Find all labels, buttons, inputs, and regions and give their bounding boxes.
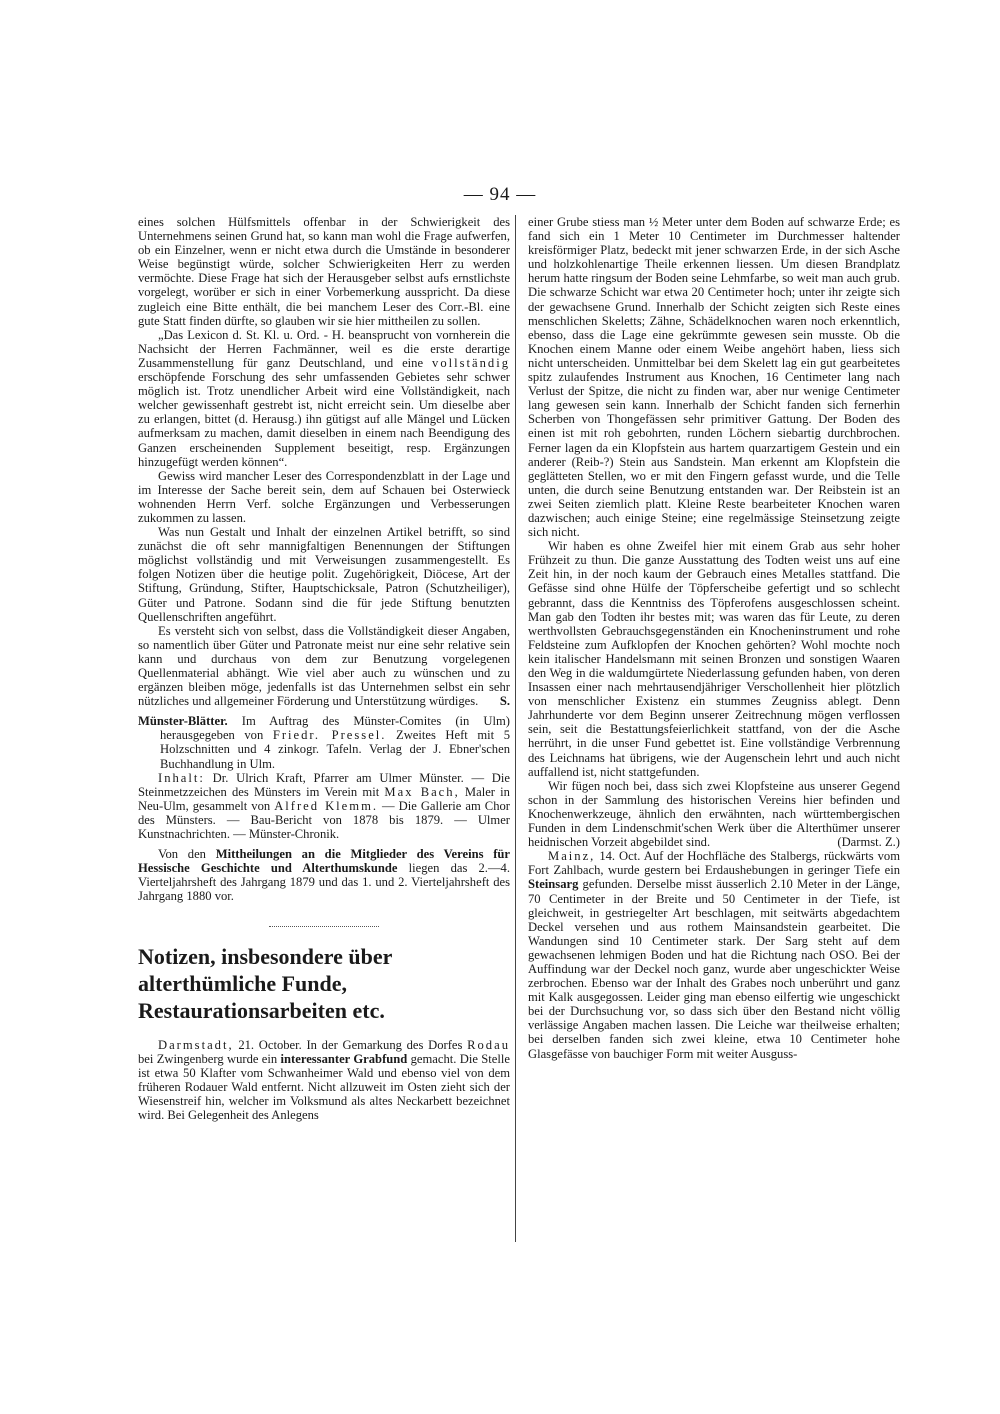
review-title: Münster-Blätter. [138, 714, 228, 729]
source-citation: (Darmst. Z.) [837, 835, 900, 850]
paragraph: Was nun Gestalt und Inhalt der einzelnen Artikel betrifft, so sind zunächst die oft sehr mannigfaltigen Benennungen der Stiftungen möglichst vollständig und mit Verweisungen zusammengestellt. Es folgen Notizen über die heutige polit. Zugehörigkeit, Diöcese, Art der Stiftung, Gründung, Stifter, Hauptschicksale, Patron (Schutzheiliger), Güter und Patrone. Sodann sind die für jede Stiftung benutzten Quellenschriften angeführt. [138, 525, 510, 624]
report-mainz: Mainz, 14. Oct. Auf der Hochfläche des Stalbergs, rückwärts vom Fort Zahlbach, wurde gestern bei Erdaushebungen in geringer Tiefe ein Steinsarg gefunden. Derselbe misst äusserlich 2.10 Meter in der Länge, 70 Centimeter in der Breite und 50 Centimeter in der Tiefe, ist gleichweit, in gestriegelter Art beschlagen, mit seitwärts abgedachtem Deckel versehen und aus rothem Mainsandstein gearbeitet. Die Wandungen sind 10 Centimeter stark. Der Sarg steht auf dem gewachsenen lehmigen Boden und hat die Richtung nach OSO. Bei der Auffindung war der Deckel noch ganz, wurde aber ungeschickter Weise zerbrochen. Ebenso war der Inhalt des Grabes noch unberührt und ganz mit Kalk ausgegossen. Leider ging man ebenso eilfertig wie ungeschickt bei der Durchsuchung vor, so dass sich über den Bestand nicht völlig verlässige Angaben machen lassen. Die Leiche war theilweise erhalten; bei derselben fanden sich zwei kleine, etwa 10 Centimeter hohe Glasgefässe von bauchiger Form mit weiter Ausguss- [528, 849, 900, 1061]
paragraph: Gewiss wird mancher Leser des Correspondenzblatt in der Lage und im Interesse der Sache bereit sein, dem auf Schauen bei Osterwieck wohnenden Herrn Verf. solche Ergänzungen und Verbesserungen zukommen zu lassen. [138, 468, 510, 525]
paragraph: Von den Mittheilungen an die Mitglieder des Vereins für Hessische Geschichte und Alterthumskunde liegen das 2.—4. Vierteljahrsheft des Jahrgang 1879 und das 1. und 2. Vierteljahrsheft des Jahrgang 1880 vor. [138, 847, 511, 904]
paragraph: einer Grube stiess man ½ Meter unter dem Boden auf schwarze Erde; es fand sich ein 1 Meter 10 Centimeter im Durchmesser haltender kreisförmiger Platz, bedeckt mit jener schwarzen Erde, in der sich Asche und holzkohlenartige Theile erkennen liessen. Um diesen Brandplatz herum hatte ringsum der Boden seine Lehmfarbe, so weit man auch grub. Die schwarze Schicht war etwa 20 Centimeter hoch; unter ihr zeigte sich der gewachsene Grund. Innerhalb der Schicht zeigten sich Reste eines menschlichen Skeletts; Zähne, Schädelknochen waren noch erkenntlich, ebenso, dass die Lage eine gekrümmte gewesen sein musste. Ob die Knochen einem Manne oder einem Weibe angehört haben, liess sich nicht unterscheiden. Unmittelbar bei dem Skelett lag ein gut gearbeitetes spitz zulaufendes Instrument aus Knochen, 16 Centimeter lang nach Verlust der Spitze, die nicht zu finden war, aber nur wenige Centimeter lang gewesen sein kann. Innerhalb der Schicht fanden sich fernerhin Scherben von Thongefässen sehr primitiver Gattung. Der Boden des einen ist mit roh gebohrten, runden Löchern siebartig durchbrochen. Ferner lagen da ein Klopfstein aus hartem quarzartigem Gestein und ein anderer (Reib-?) Stein aus Sandstein. Man erkennt am Klopfstein die geglätteten Stellen, wo er mit den Fingern gefasst wurde, und die Telle unten, die durch seine Benutzung entstanden war. Der Reibstein ist an zwei Seiten ziemlich platt. Kleine Reste bearbeiteter Knochen waren dazwischen; auch einige Steine; eine regelmässige Steinsetzung zeigte sich nicht. [528, 215, 900, 540]
column-divider [515, 215, 516, 1242]
paragraph: eines solchen Hülfsmittels offenbar in der Schwierigkeit des Unternehmens seinen Grund hat, so kann man wohl die Frage aufwerfen, ob ein Einzelner, wenn er nicht etwa durch die Umstände in besonderer Weise begünstigt würde, solcher Schwierigkeiten Herr zu werden vermöchte. Diese Frage hat sich der Herausgeber selbst aufs ernstlichste vorgelegt, worüber er sich in einer Vorbemerkung ausspricht. Da diese zugleich eine Bitte enthält, die bei manchem Leser des Corr.-Bl. eine gute Statt finden dürfte, so glauben wir sie hier mittheilen zu sollen. [138, 215, 510, 328]
paragraph: Wir haben es ohne Zweifel hier mit einem Grab aus sehr hoher Frühzeit zu thun. Die ganze Ausstattung des Todten weist uns auf eine Zeit hin, in der noch kaum der Gebrauch eines Metalles stattfand. Die Gefässe sind ohne Hülfe der Töpferscheibe gefertigt und so schlecht gebrannt, dass die Kenntniss des Töpferofens ausgeschlossen scheint. Man gab den Todten ihr bestes mit; was waren das für Leute, zu deren werthvollsten Gebrauchsgegenständen ein Knocheninstrument und rohe Feldsteine zum Aufklopfen der Knochen gehörten? Wohl mochte noch kein italischer Handelsmann mit seinen Bronzen und sonstigen Waaren den Weg in die waldumgürtete Niederlassung gefunden haben, von deren Insassen einer nach mehrtausendjähriger Verschollenheit hier plötzlich von menschlicher Existenz ein stummes Zeugniss ablegt. Denn Jahrhunderte vor dem Beginn unserer Zeitrechnung mögen verflossen sein, seit die Bestattungsfeierlichkeit stattfand, von der die Asche herrührt, in die unser Fund gebettet ist. Eine vollständige Verbrennung des Leichnams hat übrigens, wie der Augenschein lehrt und auch nicht auffallend ist, nicht stattgefunden. [528, 539, 900, 779]
left-column [138, 215, 510, 1122]
page-number: — 94 — [463, 184, 537, 205]
right-column [528, 215, 900, 1061]
quote-paragraph: „Das Lexicon d. St. Kl. u. Ord. - H. beansprucht von vornherein die Nachsicht der Herren Fachmänner, weil es die erste derartige Zusammenstellung für ganz Deutschland, und eine vollständig erschöpfende Forschung des sehr umfassenden Gebietes sehr schwer möglich ist. Trotz unendlicher Arbeit wird eine Vollständigkeit, nach welcher gewissenhaft gestrebt ist, nicht erreicht sein. Um dieselbe aber zu erlangen, bittet (d. Herausg.) ihn gütigst auf alle Mängel und Lücken aufmerksam zu machen, damit dieselben in einem nach Beendigung des Ganzen erscheinenden Supplement beseitigt, resp. Ergänzungen hinzugefügt werden können“. [138, 327, 510, 469]
paragraph: Wir fügen noch bei, dass sich zwei Klopfsteine aus unserer Gegend schon in der Sammlung des historischen Vereins hier befinden und Knochenwerkzeuge, ähnlich den erwähnten, nach württembergischen Funden in dem Lindenschmit'schen Werk über die Alterthümer unserer heidnischen Vorzeit abgebildet sind. (Darmst. Z.) [528, 778, 900, 850]
report-darmstadt: Darmstadt, 21. October. In der Gemarkung des Dorfes Rodau bei Zwingenberg wurde ein interessanter Grabfund gemacht. Die Stelle ist etwa 50 Klafter vom Schwanheimer Wald und ebenso viel von dem früheren Rodauer Wald entfernt. Nicht allzuweit im Osten zieht sich der Wiesenstreif hin, welcher im Volksmund als altes Neckarbett bezeichnet wird. Bei Gelegenheit des Anlegens [138, 1037, 510, 1122]
review-entry: Münster-Blätter. Im Auftrag des Münster-Comites (in Ulm) herausgegeben von Friedr. Pressel. Zweites Heft mit 5 Holzschnitten und 4 zinkogr. Tafeln. Verlag der J. Ebner'schen Buchhandlung in Ulm. [138, 714, 510, 771]
review-contents: Inhalt: Dr. Ulrich Kraft, Pfarrer am Ulmer Münster. — Die Steinmetzzeichen des Münsters im Verein mit Max Bach, Maler in Neu-Ulm, gesammelt von Alfred Klemm. — Die Gallerie am Chor des Münsters. — Bau-Bericht von 1878 bis 1879. — Ulmer Kunstnachrichten. — Münster-Chronik. [138, 770, 510, 842]
emphasis: vollständig [432, 355, 510, 370]
section-heading: Notizen, insbesondere über alterthümliche Funde, Restaurationsarbeiten etc. [138, 943, 393, 1023]
section-divider [269, 920, 379, 927]
paragraph: Es versteht sich von selbst, dass die Vollständigkeit dieser Angaben, so namentlich über Güter und Patronate meist nur eine sehr relative sein kann und durchaus von dem zur Benutzung vorgelegenen Quellenmaterial abhängt. Wie viel aber auch zu wünschen und zu ergänzen bleiben möge, jedenfalls ist das Unternehmen selbst ein sehr nützliches und allgemeiner Förderung und Unterstützung würdiges. S. [138, 623, 510, 709]
signature: S. [499, 694, 510, 709]
